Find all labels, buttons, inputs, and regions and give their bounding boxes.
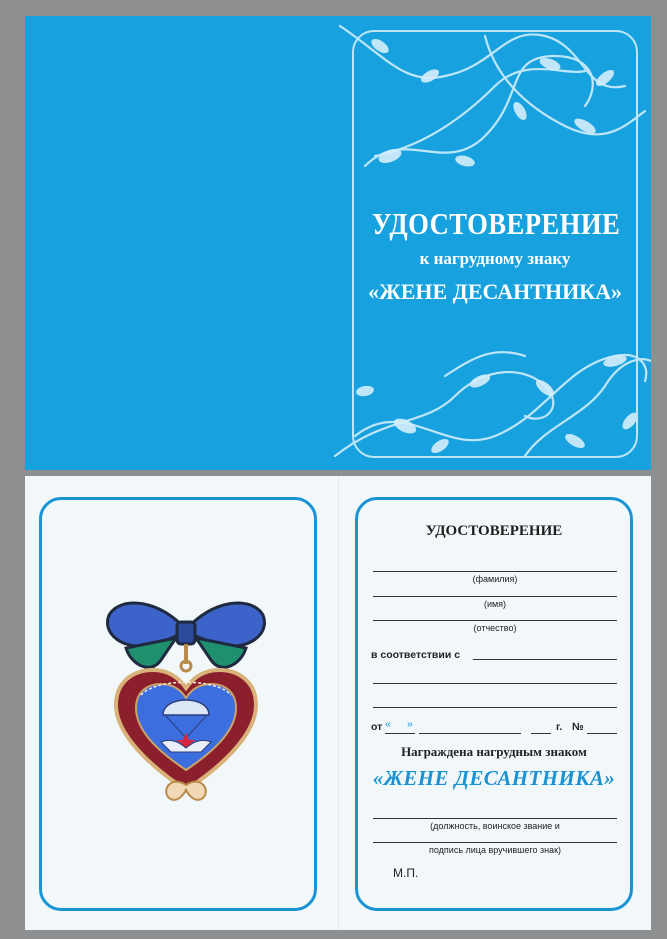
signature-line[interactable] (373, 842, 617, 843)
number-label: № (572, 721, 584, 733)
cover-frame (352, 30, 638, 458)
month-line[interactable] (419, 733, 521, 734)
from-label: от (371, 721, 383, 733)
quote-close: » (407, 718, 413, 730)
name-caption: (имя) (483, 599, 507, 609)
year-label: г. (556, 721, 563, 733)
cover-badge-name: «ЖЕНЕ ДЕСАНТНИКА» (367, 279, 623, 304)
seal-label: М.П. (393, 866, 419, 880)
accordance-line-3[interactable] (373, 707, 617, 708)
patronymic-line[interactable] (373, 620, 617, 621)
year-line[interactable] (531, 733, 551, 734)
signature-caption: подпись лица вручившего знак) (429, 845, 561, 855)
accordance-line-2[interactable] (373, 683, 617, 684)
number-line[interactable] (587, 733, 617, 734)
surname-caption: (фамилия) (472, 574, 518, 584)
name-line[interactable] (373, 596, 617, 597)
cover-title: УДОСТОВЕРЕНИЕ (372, 206, 621, 241)
inside-spread (25, 476, 651, 930)
position-caption: (должность, воинское звание и (430, 821, 560, 831)
surname-line[interactable] (373, 571, 617, 572)
fold-line (338, 476, 339, 930)
certificate-title: УДОСТОВЕРЕНИЕ (425, 523, 563, 539)
quote-open: « (385, 718, 391, 730)
medal-icon (101, 590, 271, 815)
certificate-badge-name: «ЖЕНЕ ДЕСАНТНИКА» (372, 766, 616, 790)
position-line[interactable] (373, 818, 617, 819)
awarded-text: Награждена нагрудным знаком (401, 744, 587, 759)
cover-page (25, 16, 651, 470)
accordance-label: в соответствии с (371, 649, 461, 661)
patronymic-caption: (отчество) (473, 623, 517, 633)
accordance-line[interactable] (473, 659, 617, 660)
cover-subtitle: к нагрудному знаку (419, 249, 571, 268)
day-line[interactable] (385, 733, 415, 734)
